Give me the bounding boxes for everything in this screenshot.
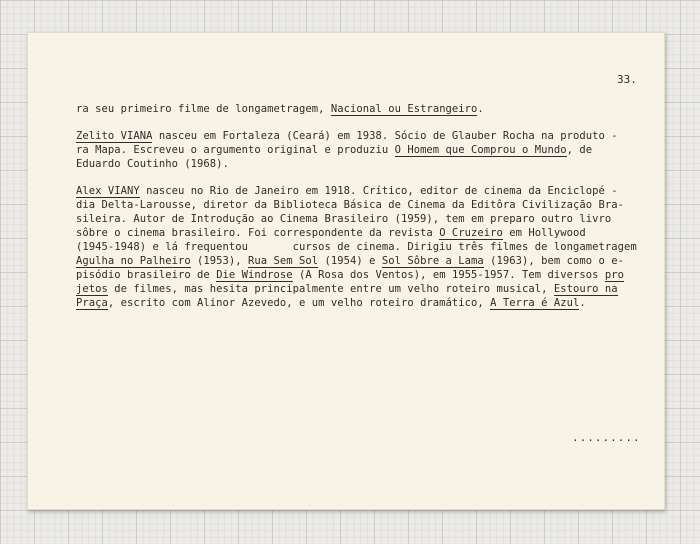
text-line [76, 130, 636, 143]
underlined-title: Nacional ou Estrangeiro [330, 103, 478, 115]
underlined-title: Zelito VIANA [76, 130, 153, 142]
text-run [490, 297, 579, 310]
text-run: (1963), bem como o e- [483, 255, 624, 267]
text-line [76, 213, 636, 226]
text-run: pisódio brasileiro de [76, 269, 217, 281]
underlined-title: A Terra é Azul [490, 297, 580, 309]
text-run [395, 144, 567, 157]
text-line [76, 103, 636, 116]
text-run: dia Delta-Larousse, diretor da Biblioteca Básica de Cinema da Editôra Civilização Bra- [76, 199, 624, 211]
underlined-title: Estouro na [553, 283, 618, 295]
underlined-title: Rua Sem Sol [248, 255, 319, 267]
underlined-title: O Cruzeiro [439, 227, 503, 239]
text-run: , escrito com Alinor Azevedo, e um velho roteiro dramático, [107, 297, 491, 309]
text-run: , de [566, 144, 593, 156]
underlined-title: jetos [76, 283, 108, 295]
page-number: 33. [617, 73, 637, 86]
text-run: Zelito VIANA nasceu em Fortaleza (Ceará) em 1938. Sócio de Glauber Rocha na produto - [76, 130, 618, 142]
text-run: (A Rosa dos Ventos), em 1955-1957. Tem diversos [292, 269, 605, 281]
text-line [76, 269, 636, 282]
underlined-title: Sol Sôbre a Lama [381, 255, 484, 267]
text-run: (1953), [190, 255, 249, 267]
text-run: de filmes, mas hesita principalmente entre um velho roteiro musical, [107, 283, 554, 295]
text-run: Eduardo Coutinho (1968). [76, 158, 229, 170]
text-run [605, 269, 624, 282]
text-run [216, 269, 292, 282]
text-run: ra Mapa. Escreveu o argumento original e produziu [76, 144, 395, 156]
text-run: Alex VIANY nasceu no Rio de Janeiro em 1918. Crítico, editor de cinema da Enciclopé - [76, 185, 618, 197]
text-line [76, 297, 636, 310]
text-run: sôbre o cinema brasileiro. Foi correspondente da revista [76, 227, 440, 239]
text-line [76, 185, 636, 198]
text-run: (1945-1948) e lá frequentou cursos de cinema. Dirigiu três filmes de longametragem [76, 241, 637, 253]
text-run [554, 283, 618, 296]
text-run [76, 255, 191, 268]
underlined-title: Praça [76, 297, 108, 309]
text-run [76, 297, 108, 310]
text-line [76, 283, 636, 296]
underlined-title: pro [604, 269, 624, 281]
text-line [76, 227, 636, 240]
text-run: (1954) e [318, 255, 382, 267]
text-run [382, 255, 484, 268]
underlined-title: Alex VIANY [76, 185, 140, 197]
text-run: sileira. Autor de Introdução ao Cinema Brasileiro (1959), tem em preparo outro livro [76, 213, 612, 225]
underlined-title: Agulha no Palheiro [76, 255, 191, 267]
ellipsis: ......... [572, 431, 641, 444]
text-run: Nacional ou Estrangeiro. [330, 103, 484, 115]
text-run [439, 227, 503, 240]
text-run [248, 255, 318, 268]
underlined-title: Die Windrose [216, 269, 293, 281]
text-run: ra seu primeiro filme de longametragem, [76, 103, 331, 115]
text-line [76, 158, 636, 171]
text-line [76, 199, 636, 212]
text-run: . [579, 297, 586, 309]
underlined-title: O Homem que Comprou o Mundo [394, 144, 567, 156]
text-run: em Hollywood [502, 227, 586, 239]
text-line [76, 241, 636, 254]
text-line [76, 255, 636, 268]
text-line [76, 144, 636, 157]
text-run [76, 283, 108, 296]
